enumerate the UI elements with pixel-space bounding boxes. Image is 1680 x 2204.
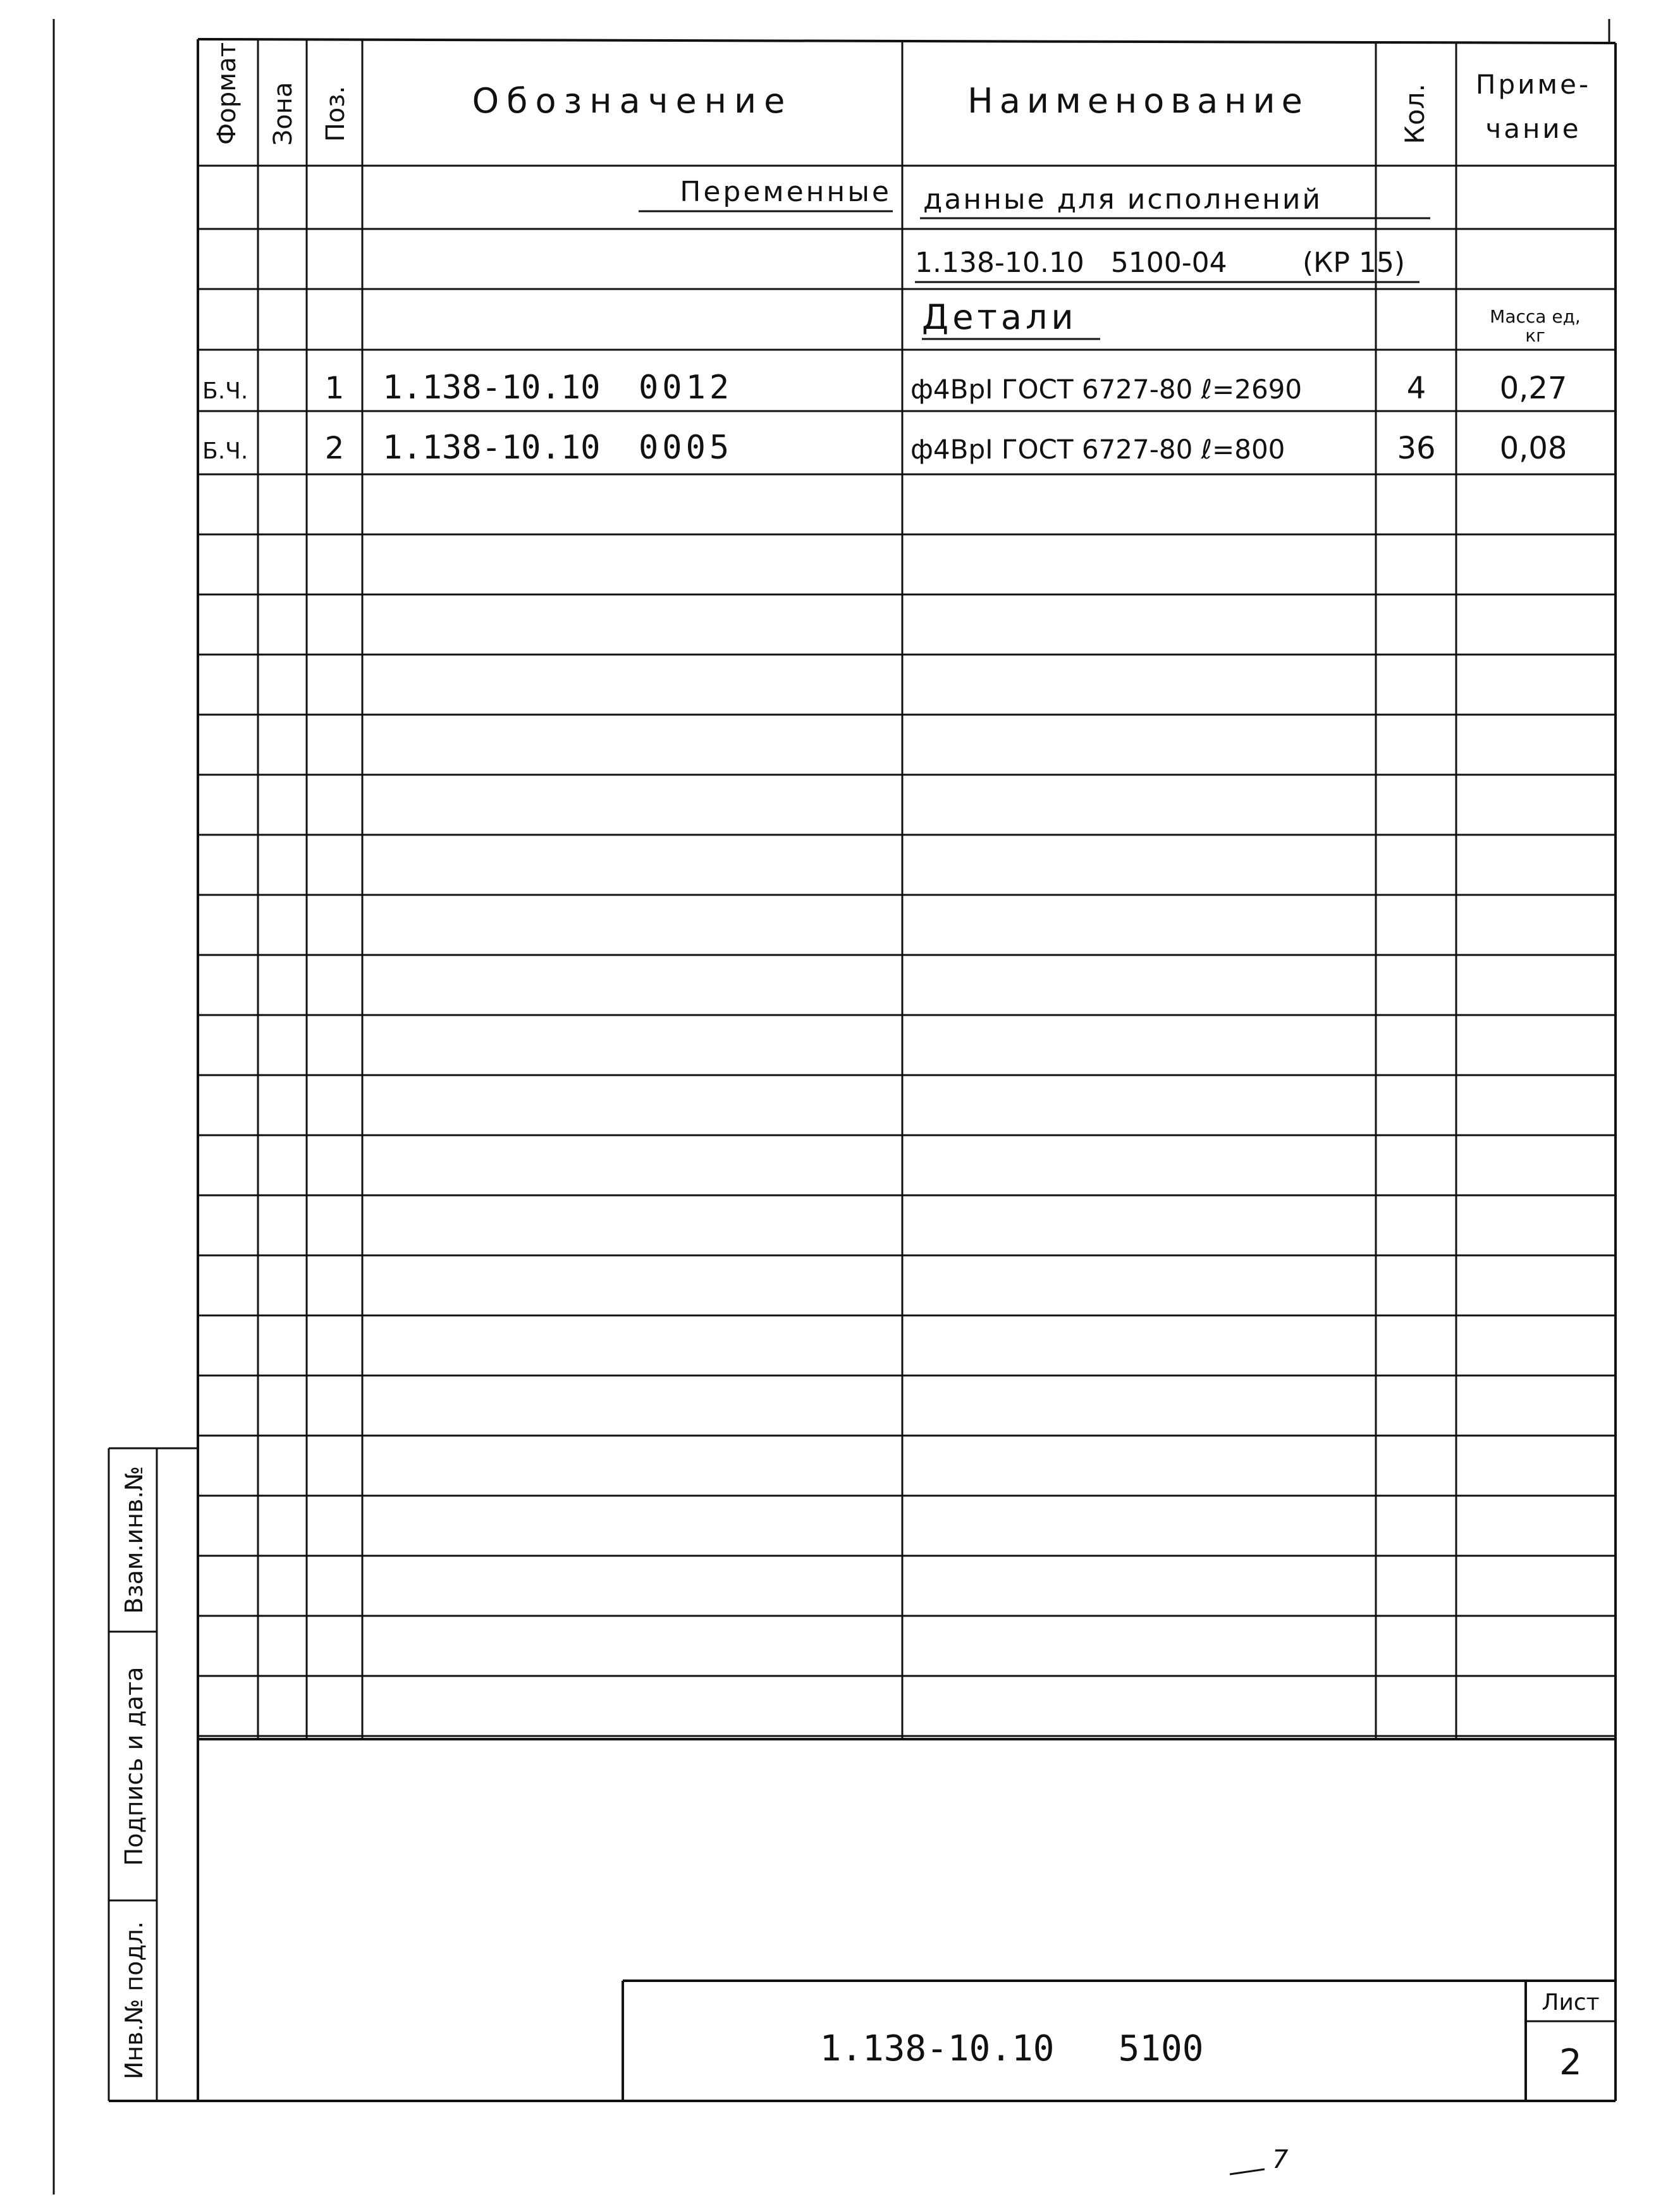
mass-label-line1: Масса ед, xyxy=(1490,306,1581,327)
header-name: Наименование xyxy=(967,81,1309,121)
item-name: ф4ВрI ГОСТ 6727-80 ℓ=2690 xyxy=(911,374,1303,405)
item-designation-num: 0012 xyxy=(639,369,733,407)
variable-label-left: Переменные xyxy=(680,176,892,208)
variant-code: 1.138-10.10 5100-04 xyxy=(915,247,1227,279)
header-format: Формат xyxy=(212,42,242,145)
item-pos: 1 xyxy=(324,371,345,406)
side-stamp-sign-date: Подпись и дата xyxy=(120,1666,148,1866)
footer-mark-stroke xyxy=(1230,2169,1265,2174)
header-zone: Зона xyxy=(269,82,298,146)
item-format: Б.Ч. xyxy=(202,438,248,464)
item-designation-code: 1.138-10.10 xyxy=(383,369,601,407)
item-note: 0,08 xyxy=(1499,431,1567,466)
mass-label-line2: кг xyxy=(1525,325,1545,346)
item-row xyxy=(202,369,1567,407)
variant-kr: (КР 15) xyxy=(1303,247,1406,279)
sheet-number: 2 xyxy=(1559,2042,1582,2083)
item-row xyxy=(202,429,1567,467)
item-note: 0,27 xyxy=(1499,371,1567,406)
item-name: ф4ВрI ГОСТ 6727-80 ℓ=800 xyxy=(911,434,1285,465)
variable-label-right: данные для исполнений xyxy=(923,183,1323,216)
header-note-line2: чание xyxy=(1485,113,1581,144)
item-format: Б.Ч. xyxy=(202,378,248,404)
header-note-line1: Приме- xyxy=(1475,69,1591,100)
item-designation-code: 1.138-10.10 xyxy=(383,429,601,467)
item-designation-num: 0005 xyxy=(639,429,733,467)
item-qty: 36 xyxy=(1397,431,1436,466)
header-qty: Кол. xyxy=(1399,83,1430,144)
document-code: 1.138-10.10 5100 xyxy=(819,2028,1204,2069)
details-title: Детали xyxy=(922,297,1077,337)
item-qty: 4 xyxy=(1406,371,1426,406)
footer-mark: 7 xyxy=(1272,2145,1289,2174)
column-dividers xyxy=(258,40,1456,1739)
item-pos: 2 xyxy=(324,431,345,466)
table-frame xyxy=(109,39,1616,2101)
header-pos: Поз. xyxy=(321,85,350,142)
side-stamp-replace-inv: Взам.инв.№ xyxy=(120,1466,148,1614)
side-stamp-inv-orig: Инв.№ подл. xyxy=(120,1921,148,2080)
header-designation: Обозначение xyxy=(472,81,793,121)
sheet-label: Лист xyxy=(1542,1990,1600,2016)
